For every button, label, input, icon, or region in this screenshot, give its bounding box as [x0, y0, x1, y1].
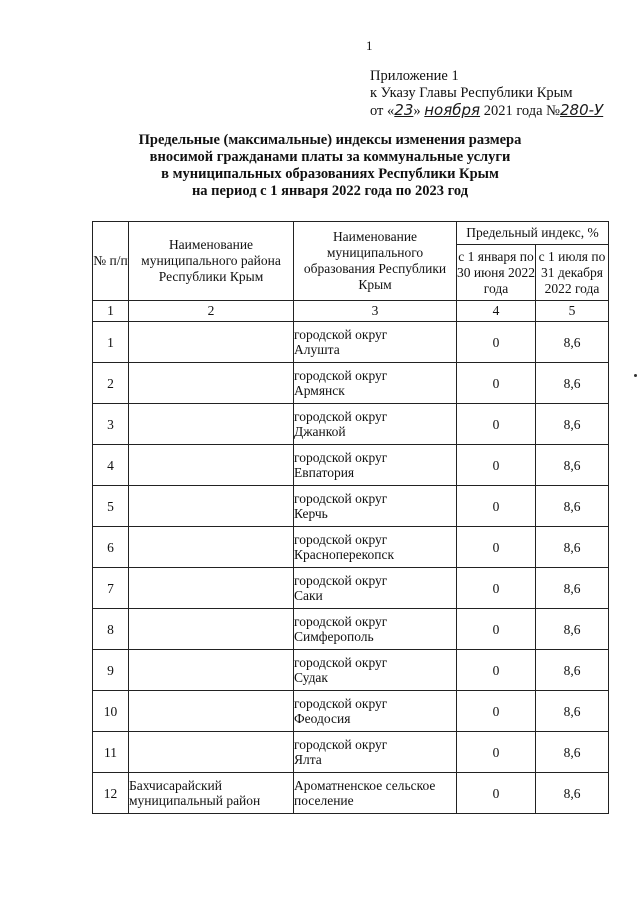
appendix-date-line	[370, 102, 603, 120]
municipality-name	[294, 609, 457, 650]
municipality-name	[294, 486, 457, 527]
municipality-name	[294, 773, 457, 814]
date-mid: »	[413, 103, 421, 119]
index-period-2-text: 8,6	[563, 621, 581, 637]
row-number-text: 2	[107, 375, 114, 391]
row-number-text: 12	[103, 785, 118, 801]
index-period-1	[457, 527, 536, 568]
municipality-name-text: городской округ	[294, 409, 388, 424]
row-number	[93, 486, 129, 527]
municipality-name	[294, 568, 457, 609]
appendix-title: Приложение 1	[370, 68, 459, 84]
index-period-1	[457, 609, 536, 650]
municipality-name-text: Джанкой	[294, 424, 346, 439]
decree-number-handwritten: 280-У	[560, 101, 604, 119]
date-month-handwritten: ноября	[424, 101, 481, 119]
row-number-text: 11	[104, 744, 117, 760]
district-name	[129, 609, 294, 650]
index-period-2-text: 8,6	[563, 457, 581, 473]
table-row	[93, 404, 609, 445]
municipality-name-text: Феодосия	[294, 711, 351, 726]
row-number	[93, 404, 129, 445]
row-number-text: 6	[107, 539, 114, 555]
municipality-name-text: городской округ	[294, 450, 388, 465]
municipality-name-text: городской округ	[294, 573, 388, 588]
index-period-1-text: 0	[492, 785, 500, 801]
index-period-2-text: 8,6	[563, 662, 581, 678]
index-period-2	[536, 691, 609, 732]
index-period-2-text: 8,6	[563, 498, 581, 514]
header-period-2: с 1 июля по 31 декабря 2022 года	[536, 245, 609, 301]
municipality-name-text: Армянск	[294, 383, 345, 398]
col-number: 5	[536, 301, 609, 322]
date-prefix: от «	[370, 103, 395, 119]
municipality-name-text: городской округ	[294, 614, 388, 629]
index-period-1-text: 0	[492, 334, 500, 350]
municipality-name	[294, 650, 457, 691]
index-period-1-text: 0	[492, 457, 500, 473]
district-name	[129, 650, 294, 691]
index-period-2	[536, 486, 609, 527]
table-row	[93, 609, 609, 650]
title-line-3: в муниципальных образованиях Республики Крым	[161, 166, 499, 182]
municipality-name-text: поселение	[294, 793, 354, 808]
title-line-1: Предельные (максимальные) индексы изменения размера	[138, 132, 522, 148]
municipality-name-text: городской округ	[294, 532, 388, 547]
column-numbers-row	[93, 301, 609, 322]
index-period-1-text: 0	[492, 621, 500, 637]
district-name	[129, 732, 294, 773]
index-period-2	[536, 322, 609, 363]
row-number-text: 10	[103, 703, 118, 719]
row-number-text: 1	[107, 334, 114, 350]
municipality-name-text: Евпатория	[294, 465, 355, 480]
municipality-name	[294, 732, 457, 773]
municipality-name	[294, 527, 457, 568]
municipality-name-text: Ялта	[294, 752, 322, 767]
district-name	[129, 691, 294, 732]
margin-mark	[634, 374, 637, 377]
table-row	[93, 322, 609, 363]
row-number-text: 7	[107, 580, 114, 596]
index-period-1-text: 0	[492, 416, 500, 432]
row-number-text: 3	[107, 416, 114, 432]
header-num: № п/п	[93, 222, 129, 301]
table-row	[93, 732, 609, 773]
row-number-text: 5	[107, 498, 114, 514]
index-period-1	[457, 486, 536, 527]
district-name	[129, 568, 294, 609]
table-row	[93, 445, 609, 486]
municipality-name-text: городской округ	[294, 737, 388, 752]
page-number: 1	[366, 38, 373, 53]
col-number: 2	[129, 301, 294, 322]
municipality-name	[294, 691, 457, 732]
municipality-name-text: Алушта	[294, 342, 340, 357]
row-number	[93, 691, 129, 732]
district-name	[129, 445, 294, 486]
appendix-decree: к Указу Главы Республики Крым	[370, 85, 573, 101]
index-period-1	[457, 732, 536, 773]
date-year: 2021 года №	[483, 103, 561, 119]
row-number	[93, 609, 129, 650]
municipality-name-text: Судак	[294, 670, 328, 685]
district-name-text: Бахчисарайский муниципальный район	[129, 778, 261, 808]
index-period-1-text: 0	[492, 375, 500, 391]
header-index: Предельный индекс, %	[457, 222, 609, 245]
municipality-name-text: городской округ	[294, 327, 388, 342]
index-period-2	[536, 650, 609, 691]
row-number	[93, 773, 129, 814]
index-period-1	[457, 773, 536, 814]
district-name	[129, 527, 294, 568]
municipality-name-text: городской округ	[294, 491, 388, 506]
index-period-2	[536, 527, 609, 568]
index-period-1	[457, 322, 536, 363]
index-period-1-text: 0	[492, 703, 500, 719]
index-period-2-text: 8,6	[563, 539, 581, 555]
index-period-1-text: 0	[492, 744, 500, 760]
row-number	[93, 527, 129, 568]
municipality-name-text: городской округ	[294, 368, 388, 383]
index-period-2	[536, 363, 609, 404]
header-period-1: с 1 января по 30 июня 2022 года	[457, 245, 536, 301]
index-period-2	[536, 609, 609, 650]
district-name	[129, 773, 294, 814]
index-period-2-text: 8,6	[563, 580, 581, 596]
index-period-2-text: 8,6	[563, 785, 581, 801]
document-title	[80, 132, 580, 200]
row-number	[93, 650, 129, 691]
index-period-1-text: 0	[492, 580, 500, 596]
table-row	[93, 363, 609, 404]
index-period-1	[457, 568, 536, 609]
municipality-name	[294, 404, 457, 445]
table-row	[93, 568, 609, 609]
index-table	[92, 221, 609, 814]
row-number-text: 4	[107, 457, 114, 473]
col-number: 4	[457, 301, 536, 322]
row-number	[93, 445, 129, 486]
col-number: 3	[294, 301, 457, 322]
col-number: 1	[93, 301, 129, 322]
district-name	[129, 404, 294, 445]
table-row	[93, 691, 609, 732]
table-row	[93, 650, 609, 691]
header-municipality: Наименование муниципального образования Республики Крым	[294, 222, 457, 301]
district-name	[129, 322, 294, 363]
title-line-2: вносимой гражданами платы за коммунальные услуги	[149, 149, 511, 165]
row-number	[93, 322, 129, 363]
index-period-1-text: 0	[492, 539, 500, 555]
index-period-1	[457, 691, 536, 732]
municipality-name-text: Симферополь	[294, 629, 374, 644]
municipality-name-text: Саки	[294, 588, 323, 603]
index-period-1	[457, 650, 536, 691]
index-period-2-text: 8,6	[563, 744, 581, 760]
municipality-name-text: Керчь	[294, 506, 328, 521]
index-period-2-text: 8,6	[563, 334, 581, 350]
date-day-handwritten: 23	[394, 101, 414, 119]
row-number-text: 9	[107, 662, 114, 678]
index-period-1	[457, 363, 536, 404]
index-period-2-text: 8,6	[563, 416, 581, 432]
appendix-block	[370, 68, 603, 120]
row-number	[93, 568, 129, 609]
header-district: Наименование муниципального района Республики Крым	[129, 222, 294, 301]
index-period-2	[536, 445, 609, 486]
table-row	[93, 486, 609, 527]
index-period-1-text: 0	[492, 498, 500, 514]
index-period-2	[536, 404, 609, 445]
row-number-text: 8	[107, 621, 114, 637]
index-period-2	[536, 773, 609, 814]
district-name	[129, 363, 294, 404]
municipality-name-text: городской округ	[294, 696, 388, 711]
index-period-2	[536, 732, 609, 773]
municipality-name	[294, 322, 457, 363]
municipality-name-text: городской округ	[294, 655, 388, 670]
index-period-2	[536, 568, 609, 609]
index-period-2-text: 8,6	[563, 703, 581, 719]
table-row	[93, 527, 609, 568]
index-period-1	[457, 445, 536, 486]
table-row	[93, 773, 609, 814]
index-period-1	[457, 404, 536, 445]
index-period-2-text: 8,6	[563, 375, 581, 391]
row-number	[93, 732, 129, 773]
municipality-name	[294, 363, 457, 404]
district-name	[129, 486, 294, 527]
municipality-name-text: Ароматненское сельское	[294, 778, 436, 793]
row-number	[93, 363, 129, 404]
title-line-4: на период с 1 января 2022 года по 2023 год	[191, 183, 469, 199]
municipality-name	[294, 445, 457, 486]
municipality-name-text: Красноперекопск	[294, 547, 395, 562]
index-period-1-text: 0	[492, 662, 500, 678]
